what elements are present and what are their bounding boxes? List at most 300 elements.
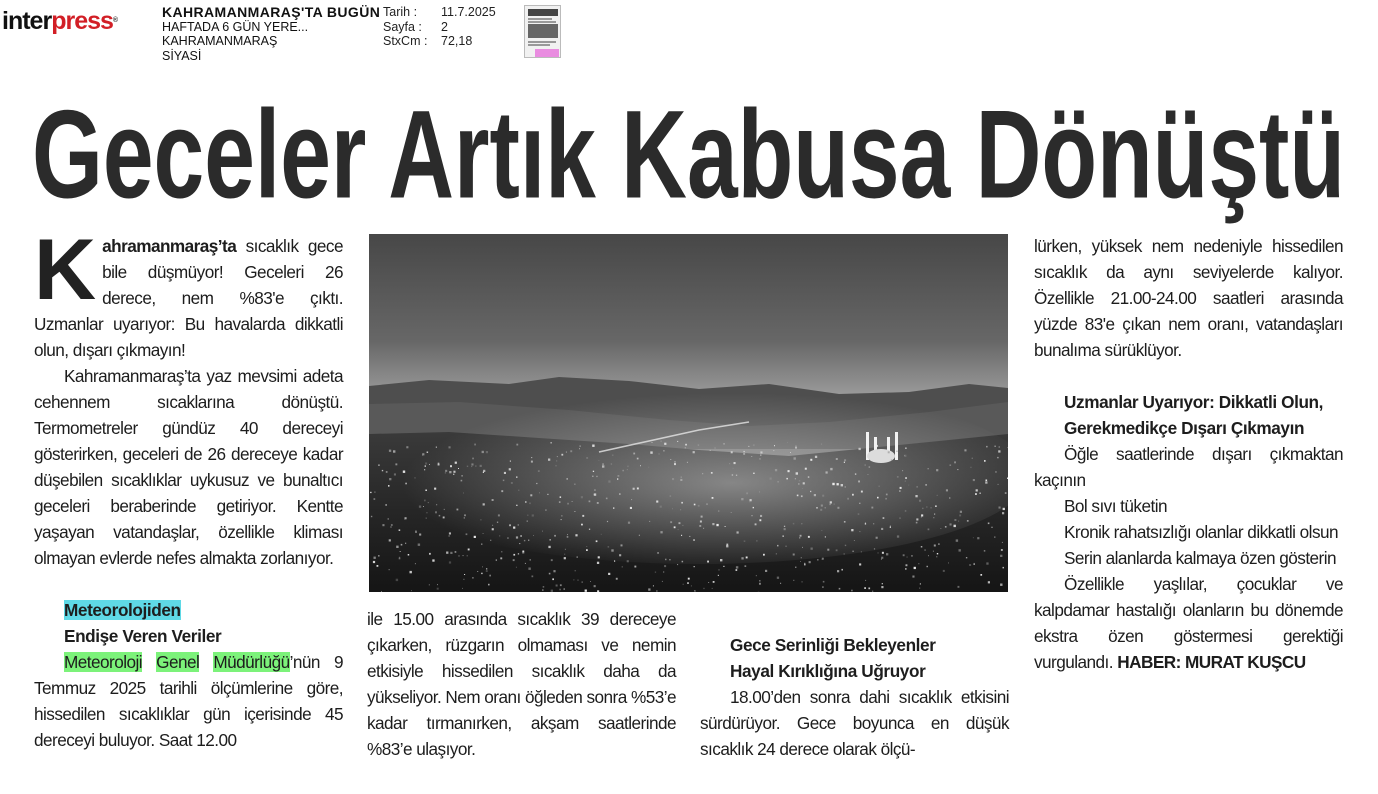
city-light-dot [612, 454, 614, 456]
city-light-dot [802, 547, 803, 548]
city-light-dot [531, 457, 532, 458]
paragraph-measurements [34, 649, 343, 753]
city-light-dot [711, 472, 713, 474]
city-light-dot [608, 546, 610, 548]
drop-cap: K [34, 222, 97, 318]
city-light-dot [991, 527, 992, 528]
city-light-dot [406, 446, 408, 448]
city-light-dot [513, 527, 515, 529]
city-light-dot [937, 553, 938, 554]
city-light-dot [400, 551, 401, 552]
city-light-dot [665, 559, 667, 561]
city-light-dot [861, 491, 863, 493]
city-light-dot [682, 525, 683, 526]
city-light-dot [592, 445, 594, 447]
city-light-dot [594, 585, 596, 587]
page-thumbnail[interactable] [524, 5, 561, 58]
city-light-dot [652, 442, 653, 443]
city-light-dot [670, 459, 671, 460]
city-light-dot [958, 521, 959, 522]
city-light-dot [427, 452, 429, 454]
city-light-dot [602, 463, 604, 465]
subheading-highlighted-word: Meteorolojiden [64, 600, 181, 620]
city-light-dot [648, 467, 649, 468]
city-light-dot [760, 451, 762, 453]
city-light-dot [959, 549, 961, 551]
city-light-dot [917, 486, 918, 487]
city-light-dot [662, 581, 663, 582]
city-light-dot [937, 495, 938, 496]
city-light-dot [498, 514, 500, 516]
city-light-dot [489, 575, 491, 577]
city-light-dot [464, 517, 465, 518]
city-light-dot [1007, 478, 1008, 480]
spacer [1034, 363, 1343, 389]
city-light-dot [669, 559, 670, 560]
city-light-dot [509, 468, 511, 470]
city-light-dot [685, 444, 687, 446]
city-light-dot [905, 568, 907, 570]
city-light-dot [637, 488, 639, 490]
city-light-dot [783, 536, 784, 537]
city-light-dot [795, 478, 796, 479]
city-light-dot [428, 502, 429, 503]
city-light-dot [527, 521, 528, 522]
city-light-dot [564, 554, 565, 555]
city-light-dot [776, 553, 777, 554]
city-light-dot [596, 540, 598, 542]
city-light-dot [613, 507, 614, 508]
city-light-dot [482, 451, 484, 453]
city-light-dot [678, 529, 679, 530]
city-light-dot [560, 584, 562, 586]
city-light-dot [799, 480, 801, 482]
city-light-dot [770, 478, 772, 480]
city-light-dot [964, 449, 966, 451]
city-light-dot [804, 564, 806, 566]
city-light-dot [582, 581, 583, 582]
city-light-dot [925, 550, 926, 551]
city-light-dot [859, 503, 860, 504]
city-light-dot [921, 514, 923, 516]
city-light-dot [810, 459, 812, 461]
paragraph-evening: 18.00’den sonra dahi sıcaklık etkisini sürdürüyor. Gece boyunca en düşük sıcaklık 24 derece olarak ölçü- [700, 687, 1009, 759]
city-light-dot [634, 566, 636, 568]
city-light-dot [876, 445, 878, 447]
interpress-logo [2, 6, 117, 36]
city-light-dot [712, 497, 714, 499]
city-light-dot [973, 479, 975, 481]
city-light-dot [408, 554, 410, 556]
city-light-dot [801, 495, 803, 497]
city-light-dot [777, 481, 778, 482]
city-light-dot [579, 448, 580, 449]
city-light-dot [780, 583, 781, 584]
city-light-dot [825, 507, 826, 508]
city-light-dot [581, 524, 583, 526]
city-light-dot [852, 551, 853, 552]
city-light-dot [511, 482, 513, 484]
city-light-dot [528, 540, 529, 541]
city-light-dot [466, 533, 468, 535]
city-light-dot [788, 470, 790, 472]
city-light-dot [674, 461, 675, 462]
city-light-dot [592, 476, 593, 477]
city-light-dot [437, 588, 439, 590]
city-light-dot [516, 536, 518, 538]
city-light-dot [896, 451, 897, 452]
city-light-dot [966, 557, 967, 558]
city-light-dot [598, 556, 600, 558]
city-light-dot [841, 569, 843, 571]
city-light-dot [418, 544, 420, 546]
city-light-dot [640, 465, 641, 466]
city-light-dot [486, 451, 488, 453]
city-light-dot [444, 509, 445, 510]
city-light-dot [373, 561, 375, 563]
city-light-dot [760, 515, 762, 517]
city-light-dot [693, 451, 695, 453]
city-light-dot [906, 564, 908, 566]
city-light-dot [501, 490, 503, 492]
city-light-dot [378, 465, 379, 466]
city-light-dot [593, 471, 594, 472]
city-light-dot [621, 544, 623, 546]
city-light-dot [653, 585, 654, 586]
city-light-dot [386, 471, 388, 473]
city-light-dot [815, 456, 817, 458]
city-light-dot [716, 524, 718, 526]
spacer [34, 571, 343, 597]
city-light-dot [865, 523, 866, 524]
city-light-dot [411, 590, 412, 591]
city-light-dot [897, 535, 899, 537]
city-light-dot [437, 584, 438, 585]
city-light-dot [928, 529, 930, 531]
city-light-dot [589, 529, 590, 530]
city-light-dot [912, 576, 914, 578]
city-light-dot [611, 463, 612, 464]
city-light-dot [648, 588, 650, 590]
city-light-dot [628, 522, 630, 524]
city-light-dot [821, 530, 822, 531]
city-light-dot [388, 518, 390, 520]
city-light-dot [720, 559, 722, 561]
city-light-dot [553, 570, 555, 572]
city-light-dot [663, 450, 664, 451]
city-light-dot [389, 450, 391, 452]
city-light-dot [999, 447, 1000, 448]
city-light-dot [844, 553, 845, 554]
city-light-dot [434, 488, 436, 490]
city-light-dot [499, 535, 500, 536]
city-light-dot [556, 465, 557, 466]
city-light-dot [904, 455, 906, 457]
city-light-dot [958, 586, 960, 588]
city-light-dot [873, 523, 874, 524]
city-light-dot [744, 540, 746, 542]
meta-value-page: 2 [441, 19, 448, 34]
city-light-dot [586, 546, 587, 547]
thumbnail-line [528, 18, 552, 20]
night-city-photo[interactable] [369, 234, 1008, 592]
city-light-dot [579, 445, 581, 447]
tip-item: Bol sıvı tüketin [1064, 496, 1167, 516]
city-light-dot [759, 458, 760, 459]
city-light-dot [975, 493, 977, 495]
city-light-dot [557, 456, 558, 457]
highlighted-word: Müdürlüğü [213, 652, 290, 672]
city-light-dot [718, 575, 719, 576]
city-light-dot [814, 494, 816, 496]
city-light-dot [518, 553, 519, 554]
city-light-dot [695, 590, 696, 591]
city-light-dot [888, 451, 890, 453]
city-light-dot [822, 495, 824, 497]
city-light-dot [389, 478, 391, 480]
city-light-dot [385, 504, 387, 506]
city-light-dot [530, 494, 532, 496]
city-light-dot [518, 490, 519, 491]
city-light-dot [719, 569, 720, 570]
city-light-dot [928, 468, 929, 469]
city-light-dot [545, 509, 547, 511]
city-light-dot [934, 545, 936, 547]
city-light-dot [899, 490, 901, 492]
city-light-dot [943, 570, 945, 572]
city-light-dot [446, 552, 448, 554]
city-light-dot [496, 560, 497, 561]
city-light-dot [920, 583, 921, 584]
city-light-dot [911, 555, 913, 557]
city-light-dot [949, 497, 950, 498]
city-light-dot [749, 501, 750, 502]
city-light-dot [581, 496, 583, 498]
city-light-dot [519, 543, 520, 544]
city-light-dot [389, 539, 391, 541]
city-light-dot [907, 557, 908, 558]
city-light-dot [445, 472, 446, 473]
city-light-dot [1007, 447, 1008, 448]
city-light-dot [691, 585, 692, 586]
meta-row-date [383, 5, 511, 20]
city-light-dot [933, 517, 934, 518]
city-light-dot [977, 537, 979, 539]
city-light-dot [483, 470, 485, 472]
city-light-dot [752, 515, 753, 516]
city-light-dot [453, 471, 455, 473]
city-light-dot [530, 559, 531, 560]
city-light-dot [905, 477, 907, 479]
city-light-dot [851, 590, 853, 592]
city-light-dot [608, 480, 610, 482]
city-light-dot [694, 566, 695, 567]
city-light-dot [984, 550, 986, 552]
city-light-dot [809, 561, 811, 563]
paragraph-measurements-text: ’nün 9 Temmuz 2025 tarihli ölçümlerine göre, hissedilen sıcaklıklar gün içerisinde 45 dereceyi buluyor. Saat 12.00 [34, 652, 343, 750]
city-light-dot [501, 551, 502, 552]
city-light-dot [405, 483, 407, 485]
city-light-dot [630, 507, 632, 509]
city-light-dot [574, 511, 575, 512]
city-light-dot [674, 526, 676, 528]
city-light-dot [458, 555, 459, 556]
city-light-dot [538, 470, 540, 472]
thumbnail-line [528, 21, 556, 23]
city-light-dot [1000, 555, 1002, 557]
city-light-dot [746, 492, 748, 494]
city-light-dot [477, 571, 478, 572]
city-light-dot [371, 516, 372, 517]
city-light-dot [463, 579, 464, 580]
meta-value-stxcm: 72,18 [441, 34, 473, 48]
city-light-dot [463, 555, 464, 556]
city-light-dot [712, 523, 714, 525]
city-light-dot [467, 466, 468, 467]
city-light-dot [986, 480, 988, 482]
city-light-dot [746, 557, 748, 559]
city-light-dot [551, 590, 553, 592]
city-light-dot [374, 498, 376, 500]
city-light-dot [830, 501, 832, 503]
city-light-dot [921, 516, 922, 517]
clipping-meta-left [162, 5, 412, 63]
city-light-dot [851, 529, 853, 531]
city-light-dot [450, 552, 452, 554]
city-light-dot [703, 528, 704, 529]
city-light-dot [737, 531, 739, 533]
city-light-dot [597, 502, 599, 504]
city-light-dot [572, 501, 573, 502]
city-light-dot [731, 512, 732, 513]
city-light-dot [973, 537, 974, 538]
city-light-dot [808, 476, 810, 478]
city-light-dot [753, 444, 755, 446]
subheading-experts: Uzmanlar Uyarıyor: Dikkatli Olun, [1064, 392, 1324, 412]
city-light-dot [784, 528, 786, 530]
city-light-dot [733, 468, 734, 469]
city-light-dot [871, 507, 873, 509]
city-light-dot [464, 574, 465, 575]
city-light-dot [403, 471, 405, 473]
city-light-dot [837, 483, 839, 485]
city-light-dot [905, 448, 906, 449]
city-light-dot [933, 551, 934, 552]
city-light-dot [528, 568, 530, 570]
city-light-dot [694, 504, 696, 506]
city-light-dot [616, 578, 618, 580]
city-light-dot [687, 462, 688, 463]
city-light-dot [998, 484, 999, 485]
city-light-dot [492, 525, 493, 526]
city-light-dot [872, 591, 873, 592]
city-light-dot [1000, 584, 1002, 586]
city-light-dot [425, 490, 427, 492]
city-light-dot [830, 468, 832, 470]
byline: HABER: MURAT KUŞCU [1117, 652, 1306, 672]
city-light-dot [959, 515, 961, 517]
city-light-dot [488, 584, 490, 586]
city-light-dot [627, 560, 629, 562]
city-light-dot [832, 483, 834, 485]
city-light-dot [948, 563, 949, 564]
city-light-dot [1005, 492, 1007, 494]
city-light-dot [608, 573, 610, 575]
article-column-1 [34, 222, 343, 753]
city-light-dot [533, 535, 534, 536]
lead-bold-word: ahramanmaraş’ta [102, 236, 237, 256]
city-light-dot [509, 524, 511, 526]
city-light-dot [903, 554, 905, 556]
city-light-dot [865, 465, 866, 466]
city-light-dot [681, 535, 682, 536]
city-light-dot [585, 590, 587, 592]
city-light-dot [976, 489, 978, 491]
city-light-dot [800, 535, 802, 537]
city-light-dot [837, 507, 839, 509]
city-light-dot [531, 461, 533, 463]
city-light-dot [394, 473, 396, 475]
city-light-dot [925, 484, 926, 485]
city-light-dot [787, 442, 788, 443]
city-light-dot [672, 508, 673, 509]
city-light-dot [513, 554, 515, 556]
city-light-dot [988, 523, 990, 525]
city-light-dot [900, 518, 901, 519]
city-light-dot [659, 453, 660, 454]
city-light-dot [988, 581, 990, 583]
city-light-dot [1003, 508, 1005, 510]
meta-value-date: 11.7.2025 [441, 5, 496, 19]
city-light-dot [868, 588, 870, 590]
city-light-dot [800, 561, 801, 562]
city-light-dot [424, 469, 425, 470]
city-light-dot [703, 588, 704, 589]
city-light-dot [461, 475, 463, 477]
city-light-dot [492, 528, 494, 530]
city-light-dot [429, 584, 430, 585]
city-light-dot [462, 588, 463, 589]
city-light-dot [973, 563, 975, 565]
city-light-dot [994, 537, 995, 538]
city-light-dot [900, 487, 902, 489]
city-light-dot [865, 580, 866, 581]
city-light-dot [560, 496, 562, 498]
city-light-dot [565, 549, 566, 550]
city-light-dot [774, 445, 775, 446]
city-light-dot [449, 471, 451, 473]
city-light-dot [559, 589, 561, 591]
paragraph-closing [1034, 571, 1343, 675]
city-light-dot [999, 507, 1001, 509]
city-light-dot [650, 451, 652, 453]
city-light-dot [995, 446, 996, 447]
city-light-dot [468, 549, 470, 551]
city-light-dot [377, 565, 379, 567]
city-light-dot [391, 524, 393, 526]
city-light-dot [802, 488, 803, 489]
city-light-dot [660, 506, 662, 508]
city-light-dot [670, 495, 672, 497]
city-light-dot [570, 450, 572, 452]
thumbnail-image-block [528, 24, 558, 38]
city-light-dot [486, 570, 488, 572]
city-light-dot [928, 555, 929, 556]
city-light-dot [859, 531, 860, 532]
city-light-dot [793, 523, 795, 525]
city-light-dot [382, 524, 384, 526]
thumbnail-line [528, 41, 556, 43]
